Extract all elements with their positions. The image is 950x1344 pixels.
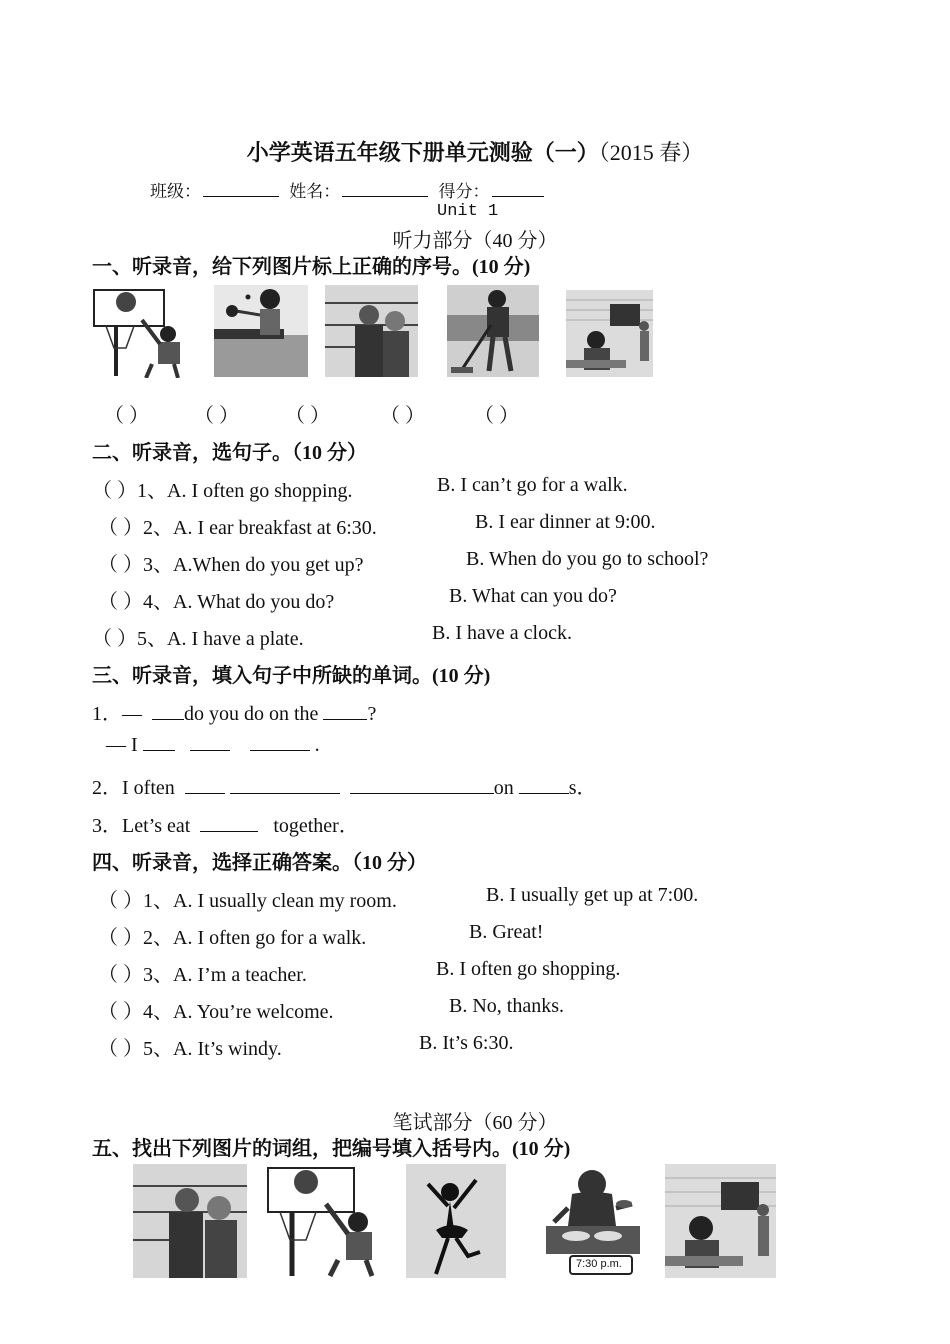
score-blank [492,182,544,197]
sec1-paren-4: （ ） [380,405,425,427]
sec2-q3-b: B. When do you go to school? [466,548,709,570]
sec3-line-3: 2．I often on s． [92,777,597,799]
section-5-title: 五、找出下列图片的词组，把编号填入括号内。(10 分) [92,1138,571,1160]
basketball-player-icon [92,288,196,378]
name-blank [342,182,428,197]
sec2-q1-a: （ ）1、A. I often go shopping. [92,480,353,502]
section-2-title: 二、听录音，选句子。（10 分） [92,442,367,464]
sec3-line-1: 1．— do you do on the ? [92,703,377,725]
student-info-line: 班级： 姓名： 得分： [150,177,550,202]
sec2-q2-a: （ ）2、A. I ear breakfast at 6:30. [98,517,377,539]
sec4-q4-b: B. No, thanks. [449,995,564,1017]
sec2-q4-b: B. What can you do? [449,585,617,607]
sec2-q3-a: （ ）3、A.When do you get up? [98,554,364,576]
shopping-kids-icon [325,285,418,377]
sec1-paren-3: （ ） [285,405,330,427]
sec2-q2-b: B. I ear dinner at 9:00. [475,511,656,533]
section-1-title: 一、听录音，给下列图片标上正确的序号。(10 分) [92,256,531,278]
page-title: 小学英语五年级下册单元测验（一）（2015 春） [246,140,704,165]
sec1-paren-1: （ ） [104,405,149,427]
sec4-q5-b: B. It’s 6:30. [419,1032,514,1054]
sec4-q2-b: B. Great! [469,921,544,943]
sec4-q1-b: B. I usually get up at 7:00. [486,884,699,906]
dancer-icon [406,1164,506,1278]
sec1-paren-2: （ ） [194,405,239,427]
sec3-line-2: — I . [106,734,320,756]
sec4-q2-a: （ ）2、A. I often go for a walk. [98,927,367,949]
sec4-q5-a: （ ）5、A. It’s windy. [98,1038,282,1060]
sec4-q3-a: （ ）3、A. I’m a teacher. [98,964,307,986]
class-blank [203,182,279,197]
clock-label: 7:30 p.m. [576,1258,622,1270]
ping-pong-girl-icon [214,285,308,377]
sec2-q5-a: （ ）5、A. I have a plate. [92,628,304,650]
unit-label: Unit 1 [437,202,499,221]
classroom-student-icon [566,290,653,377]
section-4-title: 四、听录音，选择正确答案。（10 分） [92,852,427,874]
sec2-q4-a: （ ）4、A. What do you do? [98,591,335,613]
sec4-q1-a: （ ）1、A. I usually clean my room. [98,890,397,912]
writing-heading: 笔试部分（60 分） [392,1112,558,1134]
listening-heading: 听力部分（40 分） [392,230,558,252]
section-3-title: 三、听录音，填入句子中所缺的单词。(10 分) [92,665,491,687]
sec4-q4-a: （ ）4、A. You’re welcome. [98,1001,334,1023]
dinner-clock-icon [546,1164,640,1276]
sec4-q3-b: B. I often go shopping. [436,958,621,980]
classroom-student-icon [665,1164,776,1278]
basketball-player-icon [264,1164,392,1277]
sweeping-boy-icon [447,285,539,377]
sec2-q1-b: B. I can’t go for a walk. [437,474,628,496]
sec2-q5-b: B. I have a clock. [432,622,572,644]
shopping-kids-icon [133,1164,247,1278]
sec1-paren-5: （ ） [474,405,519,427]
sec3-line-4: 3．Let’s eat together． [92,815,359,837]
